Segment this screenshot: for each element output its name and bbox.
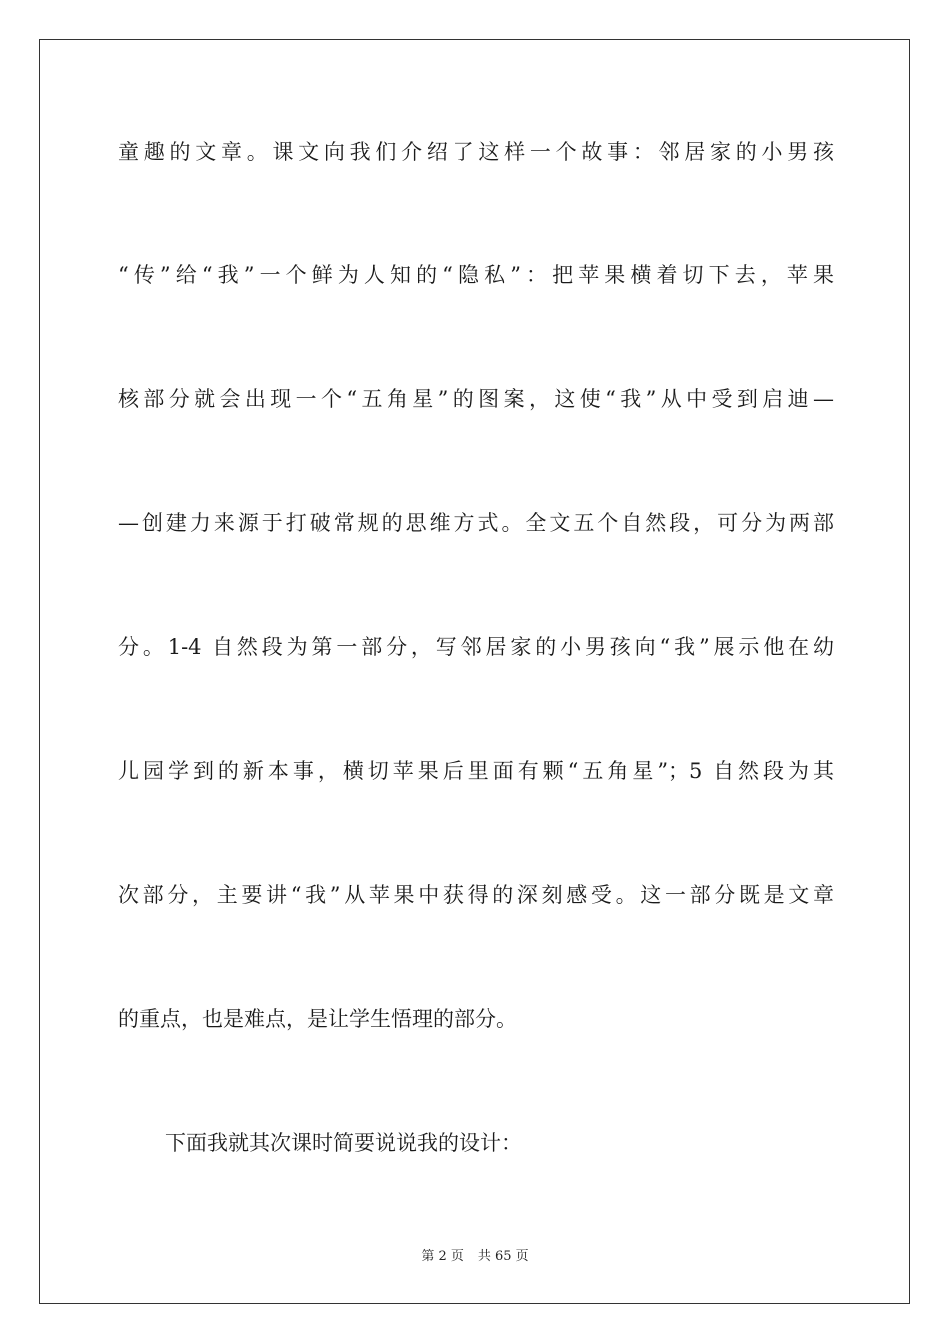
body-text-line-7: 次部分，主要讲“我”从苹果中获得的深刻感受。这一部分既是文章 — [118, 883, 834, 907]
page-number: 第 2 页 — [421, 1249, 464, 1264]
page-border — [39, 39, 910, 1304]
body-text-line-6: 儿园学到的新本事，横切苹果后里面有颗“五角星”；5 自然段为其 — [118, 759, 834, 783]
body-text-line-1: 童趣的文章。课文向我们介绍了这样一个故事：邻居家的小男孩 — [118, 140, 834, 164]
total-pages: 共 65 页 — [477, 1249, 529, 1264]
body-text-line-4: —创建力来源于打破常规的思维方式。全文五个自然段，可分为两部 — [118, 511, 834, 535]
body-text-line-8: 的重点，也是难点，是让学生悟理的部分。 — [118, 1007, 517, 1031]
body-text-line-2: “传”给“我”一个鲜为人知的“隐私”：把苹果横着切下去，苹果 — [118, 263, 834, 287]
body-text-line-5: 分。1-4 自然段为第一部分，写邻居家的小男孩向“我”展示他在幼 — [118, 635, 834, 659]
paragraph-intro-line: 下面我就其次课时简要说说我的设计： — [165, 1131, 522, 1155]
body-text-line-3: 核部分就会出现一个“五角星”的图案，这使“我”从中受到启迪— — [118, 387, 834, 411]
page-footer — [0, 1248, 950, 1266]
